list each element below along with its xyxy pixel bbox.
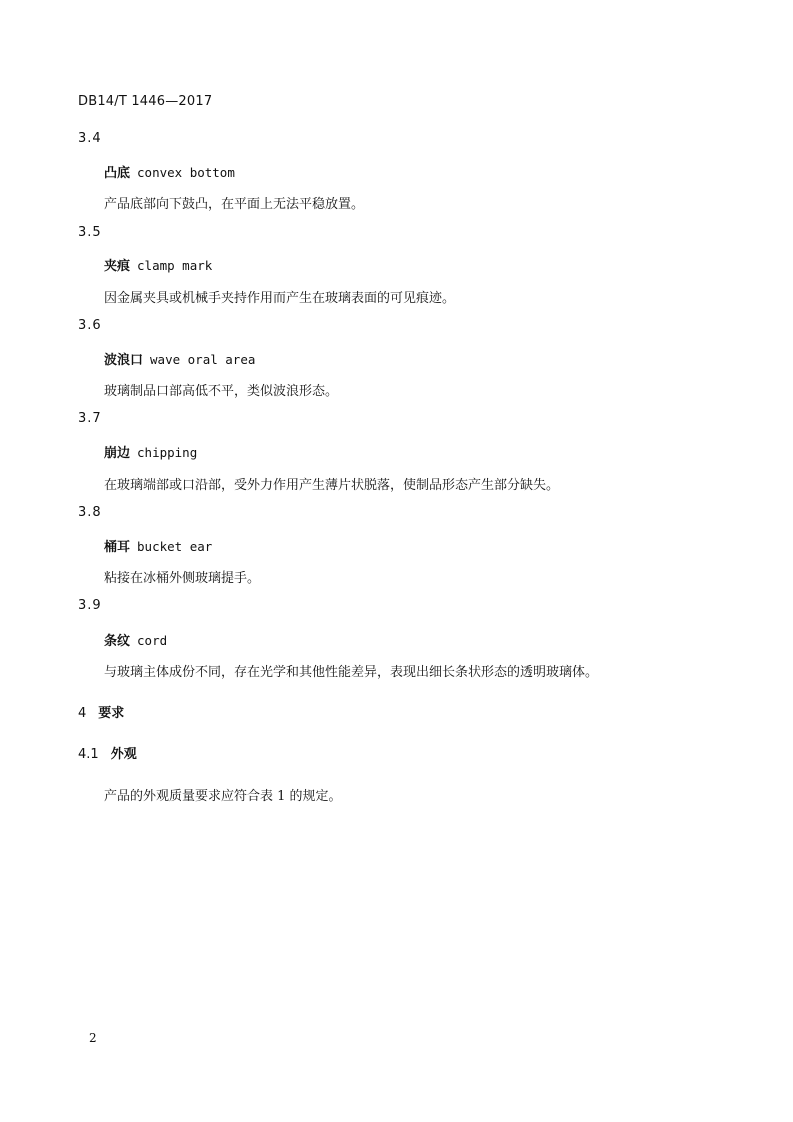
term-number: 3.6: [78, 318, 102, 333]
term-number: 3.9: [78, 598, 102, 613]
section-heading: [78, 702, 124, 721]
term-definition: 在玻璃端部或口沿部，受外力作用产生薄片状脱落，使制品形态产生部分缺失。: [104, 478, 560, 493]
term-english: clamp mark: [137, 258, 213, 273]
term-chinese: 波浪口: [104, 353, 144, 368]
section-title: 要求: [98, 706, 125, 721]
term-english: convex bottom: [137, 165, 235, 180]
term-number: 3.8: [78, 505, 102, 520]
term-chinese: 凸底: [104, 166, 131, 181]
section-number: 4: [78, 706, 87, 721]
term-definition: 粘接在冰桶外侧玻璃提手。: [104, 571, 261, 586]
term-chinese: 崩边: [104, 446, 131, 461]
term-heading: [104, 536, 212, 555]
term-definition: 玻璃制品口部高低不平，类似波浪形态。: [104, 384, 339, 399]
term-number: 3.4: [78, 131, 102, 146]
term-english: chipping: [137, 445, 198, 460]
term-definition: 因金属夹具或机械手夹持作用而产生在玻璃表面的可见痕迹。: [104, 291, 456, 306]
subsection-number: 4.1: [78, 747, 99, 762]
term-number: 3.5: [78, 225, 102, 240]
term-definition: 与玻璃主体成份不同，存在光学和其他性能差异，表现出细长条状形态的透明玻璃体。: [104, 665, 599, 680]
subsection-heading: [78, 743, 137, 762]
term-chinese: 夹痕: [104, 259, 131, 274]
term-number: 3.7: [78, 411, 102, 426]
term-english: wave oral area: [150, 352, 256, 367]
term-english: bucket ear: [137, 539, 213, 554]
term-english: cord: [137, 633, 168, 648]
document-code: DB14/T 1446—2017: [78, 94, 213, 109]
term-chinese: 桶耳: [104, 540, 131, 555]
subsection-text: 产品的外观质量要求应符合表 1 的规定。: [104, 789, 342, 804]
page-number: 2: [89, 1031, 97, 1045]
term-heading: [104, 442, 197, 461]
term-heading: [104, 255, 212, 274]
term-heading: [104, 630, 167, 649]
term-chinese: 条纹: [104, 634, 131, 649]
subsection-title: 外观: [110, 747, 137, 762]
term-heading: [104, 349, 255, 368]
term-definition: 产品底部向下鼓凸，在平面上无法平稳放置。: [104, 197, 365, 212]
term-heading: [104, 162, 235, 181]
